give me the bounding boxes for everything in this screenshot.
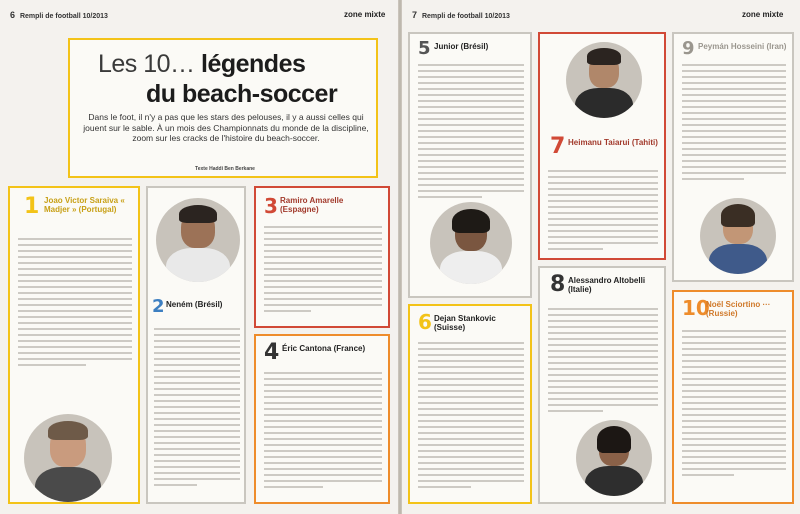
page-subtitle: du beach-soccer [146, 80, 338, 108]
legend-name: Dejan Stankovic (Suisse) [434, 314, 496, 333]
left-page [0, 0, 398, 514]
legend-number: 2 [152, 296, 165, 317]
player-photo [156, 198, 240, 282]
legend-number: 8 [550, 272, 566, 297]
player-photo [430, 202, 512, 284]
legend-card-8 [538, 266, 666, 504]
title-bold: légendes [201, 50, 306, 78]
legend-card-4 [254, 334, 390, 504]
legend-name: Éric Cantona (France) [282, 344, 366, 353]
article-text [18, 238, 132, 370]
legend-number: 4 [264, 340, 280, 365]
folio-right [412, 10, 510, 20]
legend-name: Ramiro Amarelle (Espagne) [280, 196, 344, 215]
legend-name: Peymán Hosseini (Iran) [698, 42, 787, 51]
legend-card-3 [254, 186, 390, 328]
article-text [682, 64, 786, 184]
article-text [264, 372, 382, 492]
right-page [402, 0, 800, 514]
legend-number: 9 [682, 38, 695, 59]
legend-name: Heimanu Taiarui (Tahiti) [568, 138, 658, 147]
article-text [154, 328, 240, 490]
page-number: 7 [412, 10, 418, 20]
folio-left [10, 10, 108, 20]
article-text [682, 330, 786, 480]
byline: Texte Haddi Ben Berkane [195, 166, 255, 172]
article-text [264, 226, 382, 316]
player-photo [576, 420, 652, 496]
page-title [98, 50, 305, 79]
player-photo [566, 42, 642, 118]
legend-number: 7 [550, 134, 566, 159]
legend-number: 5 [418, 38, 431, 59]
legend-number: 3 [264, 194, 278, 218]
rubric-label: zone mixte [344, 10, 386, 19]
legend-name: Joao Victor Saraiva « Madjer » (Portugal) [44, 196, 125, 215]
player-photo [700, 198, 776, 274]
title-prefix: Les 10… [98, 50, 195, 78]
intro-text: Dans le foot, il n'y a pas que les stars des pelouses, il y a aussi celles qui jouent sur le sable. À un mois des Championnats du monde de la discipline, zoom sur les cracks de l'histoire du beach-soccer. [83, 112, 369, 144]
page-number: 6 [10, 10, 16, 20]
article-text [548, 308, 658, 416]
legend-number: 1 [24, 194, 40, 219]
legend-card-7 [538, 32, 666, 260]
folio-text: Rempli de football 10/2013 [421, 13, 510, 20]
legend-card-5 [408, 32, 532, 298]
title-box [68, 38, 378, 178]
legend-number: 10 [682, 296, 710, 320]
legend-name: Alessandro Altobelli (Italie) [568, 276, 646, 295]
legend-card-9 [672, 32, 794, 282]
article-text [418, 342, 524, 492]
legend-card-2 [146, 186, 246, 504]
legend-number: 6 [418, 310, 432, 334]
legend-name: Junior (Brésil) [434, 42, 489, 51]
legend-name: Neném (Brésil) [166, 300, 223, 309]
article-text [548, 170, 658, 254]
legend-card-1 [8, 186, 140, 504]
rubric-label: zone mixte [742, 10, 784, 19]
player-photo [24, 414, 112, 502]
legend-card-6 [408, 304, 532, 504]
folio-text: Rempli de football 10/2013 [19, 13, 108, 20]
legend-card-10 [672, 290, 794, 504]
legend-name: Noël Sciortino ··· (Russie) [706, 300, 771, 319]
article-text [418, 64, 524, 202]
